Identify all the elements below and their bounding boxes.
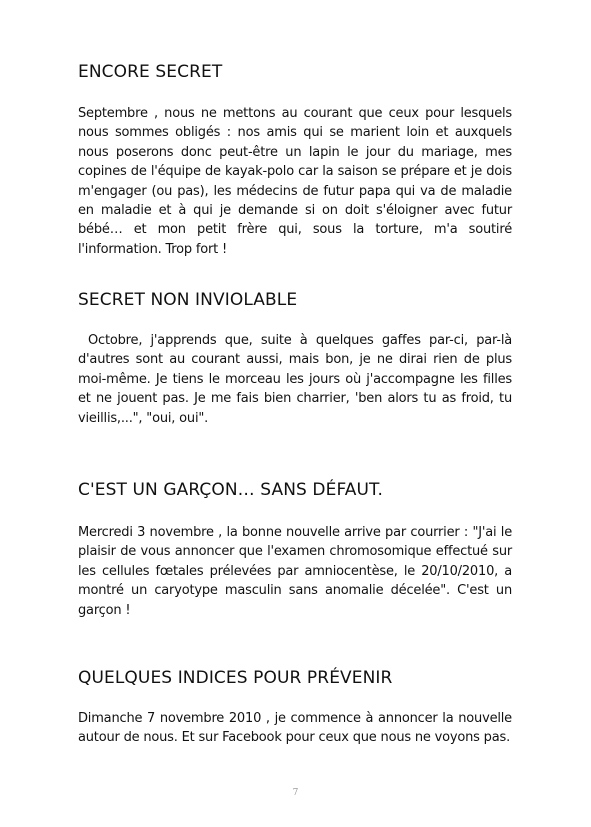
section-encore-secret — [78, 62, 512, 259]
section-heading: QUELQUES INDICES POUR PRÉVENIR — [78, 668, 393, 688]
section-heading: ENCORE SECRET — [78, 62, 223, 82]
section-quelques-indices — [78, 668, 512, 748]
section-paragraph: Septembre , nous ne mettons au courant que ceux pour lesquels nous sommes obligés : nos amis qui se marient loin et auxquels nous poserons donc peut-être un lapin le jour du mariage, mes copines de l'équipe de kayak-polo car la saison se prépare et je dois m'engager (ou pas), les médecins de futur papa qui va de maladie en maladie et à qui je demande si on doit s'éloigner avec futur bébé… et mon petit frère qui, sous la torture, m'a soutiré l'information. Trop fort ! — [78, 106, 512, 257]
section-heading: SECRET NON INVIOLABLE — [78, 290, 298, 310]
section-heading: C'EST UN GARÇON… SANS DÉFAUT. — [78, 480, 384, 500]
section-paragraph: Mercredi 3 novembre , la bonne nouvelle arrive par courrier : "J'ai le plaisir de vous annoncer que l'examen chromosomique effectué sur les cellules fœtales prélevées par amniocentèse, le 20/10/2010, a montré un caryotype masculin sans anomalie décelée". C'est un garçon ! — [78, 525, 512, 618]
section-paragraph: Octobre, j'apprends que, suite à quelques gaffes par-ci, par-là d'autres sont au courant aussi, mais bon, je ne dirai rien de plus moi-même. Je tiens le morceau les jours où j'accompagne les filles et ne jouent pas. Je me fais bien charrier, 'ben alors tu as froid, tu vieillis,...", "oui, oui". — [78, 333, 512, 426]
section-paragraph: Dimanche 7 novembre 2010 , je commence à annoncer la nouvelle autour de nous. Et sur Facebook pour ceux que nous ne voyons pas. — [78, 711, 512, 746]
page-number: 7 — [292, 788, 299, 798]
section-secret-non-inviolable — [78, 290, 512, 428]
section-cest-un-garcon — [78, 480, 512, 620]
